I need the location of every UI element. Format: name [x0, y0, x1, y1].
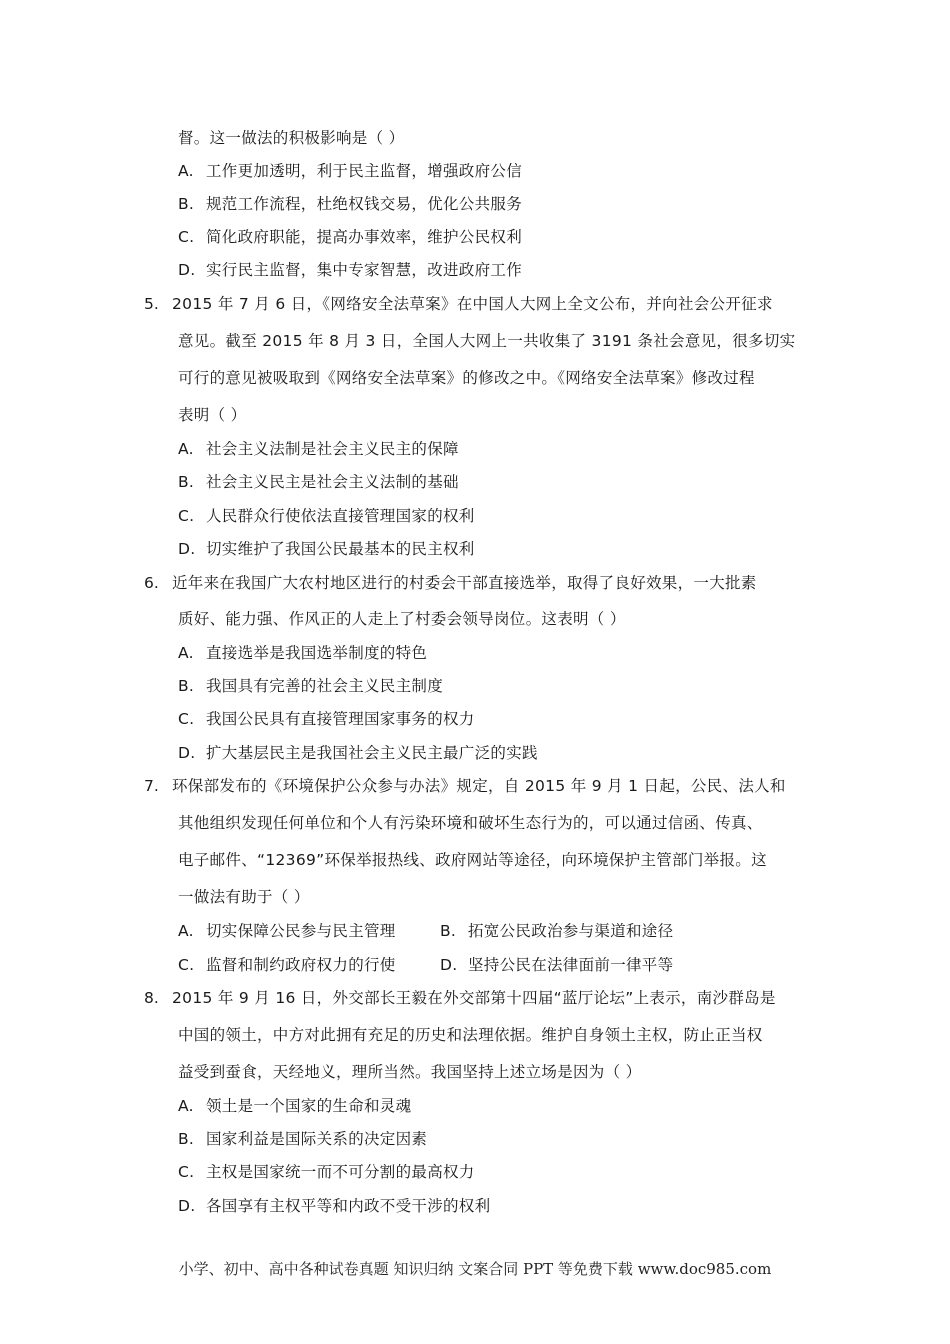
- question-5-line-4: 表明（ ）: [178, 406, 247, 424]
- question-8-line-3: 益受到蚕食，天经地义，理所当然。我国坚持上述立场是因为（ ）: [178, 1063, 642, 1081]
- question-7-line-3: 电子邮件、“12369”环保举报热线、政府网站等途径，向环境保护主管部门举报。这: [178, 851, 767, 869]
- question-4-option-c: C. 简化政府职能，提高办事效率，维护公民权利: [178, 228, 523, 246]
- question-5-line-2: 意见。截至 2015 年 8 月 3 日，全国人大网上一共收集了 3191 条社会意见，很多切实: [178, 332, 796, 350]
- question-4-option-d: D. 实行民主监督，集中专家智慧，改进政府工作: [178, 261, 523, 279]
- question-7-number: 7.: [144, 777, 159, 795]
- question-8-option-b: B. 国家利益是国际关系的决定因素: [178, 1130, 428, 1148]
- question-7-line-1: 环保部发布的《环境保护公众参与办法》规定，自 2015 年 9 月 1 日起，公民、法人和: [172, 777, 786, 795]
- page-footer: 小学、初中、高中各种试卷真题 知识归纳 文案合同 PPT 等免费下载 www.doc985.com: [178, 1260, 772, 1278]
- question-7-option-c: C. 监督和制约政府权力的行使: [178, 956, 396, 974]
- question-8-line-2: 中国的领土，中方对此拥有充足的历史和法理依据。维护自身领土主权，防止正当权: [178, 1026, 763, 1044]
- question-6-number: 6.: [144, 574, 159, 592]
- question-8-line-1: 2015 年 9 月 16 日，外交部长王毅在外交部第十四届“蓝厅论坛”上表示，南沙群岛是: [172, 989, 776, 1007]
- question-5-line-1: 2015 年 7 月 6 日，《网络安全法草案》在中国人大网上全文公布，并向社会公开征求: [172, 295, 773, 313]
- question-7-option-b: B. 拓宽公民政治参与渠道和途径: [440, 922, 674, 940]
- question-5-line-3: 可行的意见被吸取到《网络安全法草案》的修改之中。《网络安全法草案》修改过程: [178, 369, 755, 387]
- question-6-option-a: A. 直接选举是我国选举制度的特色: [178, 644, 428, 662]
- question-8-option-d: D. 各国享有主权平等和内政不受干涉的权利: [178, 1197, 491, 1215]
- question-8-option-c: C. 主权是国家统一而不可分割的最高权力: [178, 1163, 475, 1181]
- question-5-option-d: D. 切实维护了我国公民最基本的民主权利: [178, 540, 475, 558]
- question-6-option-c: C. 我国公民具有直接管理国家事务的权力: [178, 710, 475, 728]
- question-6-option-b: B. 我国具有完善的社会主义民主制度: [178, 677, 444, 695]
- question-5-number: 5.: [144, 295, 159, 313]
- question-5-option-a: A. 社会主义法制是社会主义民主的保障: [178, 440, 459, 458]
- question-6-line-1: 近年来在我国广大农村地区进行的村委会干部直接选举，取得了良好效果，一大批素: [172, 574, 757, 592]
- question-8-option-a: A. 领土是一个国家的生命和灵魂: [178, 1097, 412, 1115]
- question-6-line-2: 质好、能力强、作风正的人走上了村委会领导岗位。这表明（ ）: [178, 610, 626, 628]
- question-4-option-a: A. 工作更加透明，利于民主监督，增强政府公信: [178, 162, 523, 180]
- question-4-tail: 督。这一做法的积极影响是（ ）: [178, 129, 405, 147]
- question-5-option-b: B. 社会主义民主是社会主义法制的基础: [178, 473, 459, 491]
- question-7-line-2: 其他组织发现任何单位和个人有污染环境和破坏生态行为的，可以通过信函、传真、: [178, 814, 763, 832]
- question-4-option-b: B. 规范工作流程，杜绝权钱交易，优化公共服务: [178, 195, 523, 213]
- question-7-option-a: A. 切实保障公民参与民主管理: [178, 922, 396, 940]
- question-5-option-c: C. 人民群众行使依法直接管理国家的权利: [178, 507, 475, 525]
- question-8-number: 8.: [144, 989, 159, 1007]
- question-6-option-d: D. 扩大基层民主是我国社会主义民主最广泛的实践: [178, 744, 538, 762]
- question-7-option-d: D. 坚持公民在法律面前一律平等: [440, 956, 674, 974]
- question-7-line-4: 一做法有助于（ ）: [178, 888, 310, 906]
